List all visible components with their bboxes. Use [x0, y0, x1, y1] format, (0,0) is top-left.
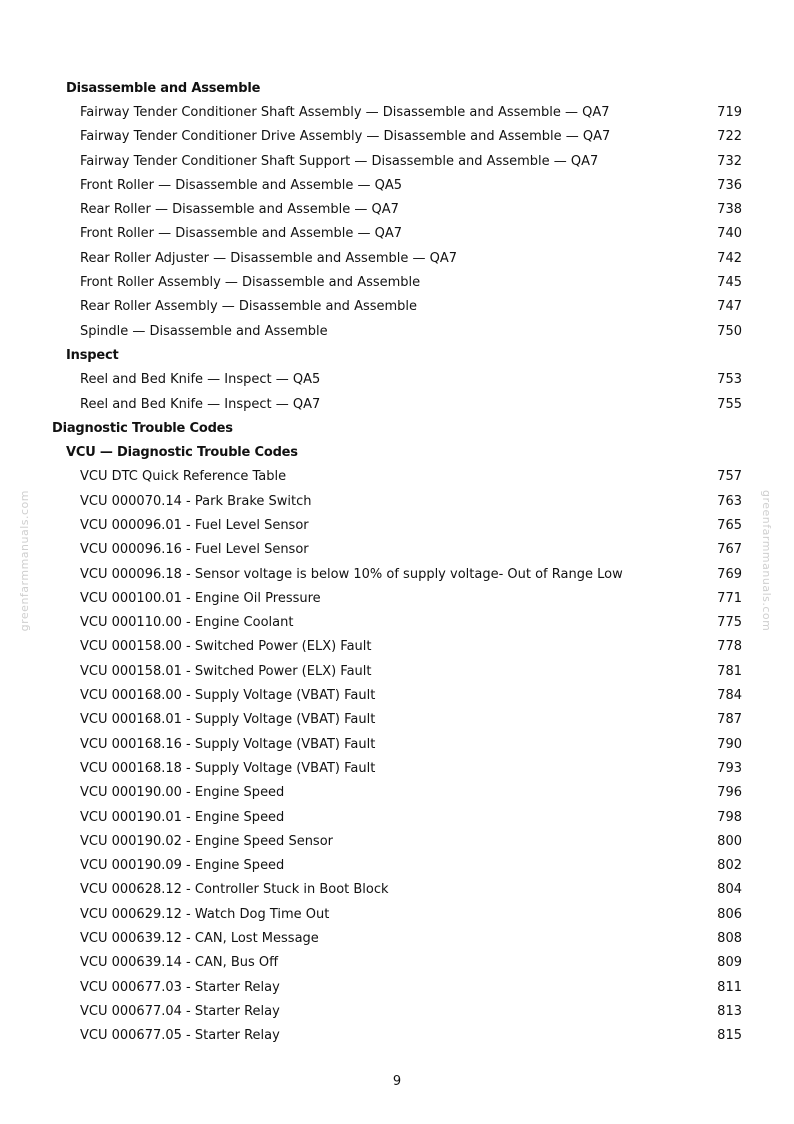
toc-entry-page: 765 [717, 517, 742, 533]
toc-entry-title: Rear Roller Adjuster — Disassemble and Assemble — QA7 [80, 250, 458, 266]
toc-entry-page: 808 [717, 931, 742, 947]
toc-entry-page: 736 [717, 177, 742, 193]
toc-entry-page: 767 [717, 542, 742, 558]
toc-entry-page: 750 [717, 323, 742, 339]
toc-entry-title: Front Roller — Disassemble and Assemble — QA7 [80, 226, 403, 242]
toc-entry-title: VCU 000190.01 - Engine Speed [80, 809, 285, 825]
toc-entry-title: VCU 000070.14 - Park Brake Switch [80, 493, 312, 509]
toc-entry-page: 769 [717, 566, 742, 582]
toc-entry-title: VCU 000168.16 - Supply Voltage (VBAT) Fault [80, 736, 376, 752]
toc-entry[interactable] [0, 732, 794, 756]
toc-entry[interactable] [0, 173, 794, 197]
toc-entry-title: Rear Roller — Disassemble and Assemble — QA7 [80, 202, 399, 218]
toc-entry-title: VCU 000639.12 - CAN, Lost Message [80, 931, 319, 947]
toc-entry-page: 778 [717, 639, 742, 655]
toc-entry-title: Rear Roller Assembly — Disassemble and Assemble [80, 299, 418, 315]
toc-entry-page: 738 [717, 202, 742, 218]
toc-entry-title: Front Roller Assembly — Disassemble and Assemble [80, 275, 421, 291]
toc-entry[interactable] [0, 756, 794, 780]
watermark-left: greenfarmmanuals.com [18, 490, 31, 632]
toc-entry-page: 755 [717, 396, 742, 412]
toc-entry-title: Disassemble and Assemble [66, 80, 261, 96]
toc-entry-title: Diagnostic Trouble Codes [52, 420, 233, 436]
toc-entry-page: 781 [717, 663, 742, 679]
toc-entry[interactable] [0, 489, 794, 513]
toc-entry-page: 800 [717, 833, 742, 849]
toc-entry[interactable] [0, 100, 794, 124]
toc-entry[interactable] [0, 125, 794, 149]
toc-entry[interactable] [0, 659, 794, 683]
toc-entry-page: 815 [717, 1028, 742, 1044]
toc-entry[interactable] [0, 975, 794, 999]
toc-entry-title: VCU 000190.09 - Engine Speed [80, 858, 285, 874]
toc-entry[interactable] [0, 951, 794, 975]
toc-entry-page: 804 [717, 882, 742, 898]
toc-entry-page: 811 [717, 979, 742, 995]
toc-entry-page: 813 [717, 1003, 742, 1019]
toc-entry-title: VCU 000158.00 - Switched Power (ELX) Fault [80, 639, 372, 655]
toc-entry[interactable] [0, 319, 794, 343]
toc-entry-page: 722 [717, 129, 742, 145]
toc-entry-title: VCU 000677.05 - Starter Relay [80, 1028, 280, 1044]
toc-entry[interactable] [0, 222, 794, 246]
toc-entry-page: 806 [717, 906, 742, 922]
toc-entry-page: 742 [717, 250, 742, 266]
toc-heading [0, 440, 794, 464]
toc-entry-title: VCU 000110.00 - Engine Coolant [80, 615, 294, 631]
toc-entry[interactable] [0, 781, 794, 805]
toc-heading [0, 76, 794, 100]
toc-entry-title: VCU DTC Quick Reference Table [80, 469, 287, 485]
toc-entry-page: 745 [717, 275, 742, 291]
toc-entry[interactable] [0, 1024, 794, 1048]
toc-entry-page: 740 [717, 226, 742, 242]
toc-entry-title: VCU 000096.16 - Fuel Level Sensor [80, 542, 309, 558]
toc-entry-title: VCU 000677.03 - Starter Relay [80, 979, 280, 995]
toc-entry[interactable] [0, 683, 794, 707]
toc-entry[interactable] [0, 926, 794, 950]
toc-entry-title: VCU 000629.12 - Watch Dog Time Out [80, 906, 330, 922]
page-number: 9 [392, 1074, 402, 1089]
toc-entry-page: 775 [717, 615, 742, 631]
toc-entry[interactable] [0, 611, 794, 635]
toc-entry-title: VCU 000639.14 - CAN, Bus Off [80, 955, 279, 971]
table-of-contents [0, 76, 794, 1048]
toc-entry[interactable] [0, 805, 794, 829]
toc-entry-title: Fairway Tender Conditioner Shaft Support — Disassemble and Assemble — QA7 [80, 153, 599, 169]
toc-entry-title: VCU 000096.18 - Sensor voltage is below 10% of supply voltage- Out of Range Low [80, 566, 623, 582]
toc-entry-title: VCU 000190.02 - Engine Speed Sensor [80, 833, 334, 849]
toc-entry-title: Spindle — Disassemble and Assemble [80, 323, 328, 339]
toc-entry[interactable] [0, 246, 794, 270]
toc-entry-title: VCU — Diagnostic Trouble Codes [66, 445, 298, 461]
toc-entry[interactable] [0, 465, 794, 489]
toc-entry-page: 753 [717, 372, 742, 388]
toc-entry-page: 757 [717, 469, 742, 485]
toc-entry-title: VCU 000168.01 - Supply Voltage (VBAT) Fault [80, 712, 376, 728]
toc-entry-page: 787 [717, 712, 742, 728]
toc-entry[interactable] [0, 562, 794, 586]
toc-entry[interactable] [0, 878, 794, 902]
toc-entry-title: VCU 000628.12 - Controller Stuck in Boot Block [80, 882, 389, 898]
toc-entry-page: 802 [717, 858, 742, 874]
toc-entry-title: Front Roller — Disassemble and Assemble — QA5 [80, 177, 403, 193]
toc-entry[interactable] [0, 270, 794, 294]
toc-entry-title: Reel and Bed Knife — Inspect — QA5 [80, 372, 321, 388]
toc-entry[interactable] [0, 999, 794, 1023]
toc-entry-title: VCU 000677.04 - Starter Relay [80, 1003, 280, 1019]
toc-entry-title: VCU 000100.01 - Engine Oil Pressure [80, 590, 321, 606]
toc-entry-title: VCU 000168.18 - Supply Voltage (VBAT) Fault [80, 760, 376, 776]
toc-entry[interactable] [0, 854, 794, 878]
toc-entry[interactable] [0, 586, 794, 610]
toc-entry-title: Fairway Tender Conditioner Drive Assembly — Disassemble and Assemble — QA7 [80, 129, 611, 145]
toc-entry[interactable] [0, 708, 794, 732]
toc-entry-title: Reel and Bed Knife — Inspect — QA7 [80, 396, 321, 412]
toc-entry-title: VCU 000190.00 - Engine Speed [80, 785, 285, 801]
toc-entry-page: 784 [717, 688, 742, 704]
toc-entry[interactable] [0, 197, 794, 221]
toc-entry[interactable] [0, 538, 794, 562]
toc-entry-page: 809 [717, 955, 742, 971]
toc-entry-page: 798 [717, 809, 742, 825]
toc-entry[interactable] [0, 295, 794, 319]
toc-entry[interactable] [0, 902, 794, 926]
toc-entry[interactable] [0, 368, 794, 392]
toc-entry[interactable] [0, 635, 794, 659]
toc-entry-page: 719 [717, 104, 742, 120]
toc-entry-page: 790 [717, 736, 742, 752]
toc-entry-page: 747 [717, 299, 742, 315]
toc-entry-title: VCU 000096.01 - Fuel Level Sensor [80, 517, 309, 533]
watermark-right: greenfarmmanuals.com [760, 490, 773, 632]
toc-entry-page: 793 [717, 760, 742, 776]
toc-entry[interactable] [0, 149, 794, 173]
toc-entry-title: VCU 000158.01 - Switched Power (ELX) Fault [80, 663, 372, 679]
toc-entry-page: 771 [717, 590, 742, 606]
toc-heading [0, 343, 794, 367]
toc-entry[interactable] [0, 392, 794, 416]
toc-entry-title: Inspect [66, 347, 119, 363]
toc-entry-page: 796 [717, 785, 742, 801]
toc-entry[interactable] [0, 513, 794, 537]
toc-heading [0, 416, 794, 440]
toc-entry-title: VCU 000168.00 - Supply Voltage (VBAT) Fault [80, 688, 376, 704]
toc-entry-title: Fairway Tender Conditioner Shaft Assembly — Disassemble and Assemble — QA7 [80, 104, 610, 120]
toc-entry-page: 732 [717, 153, 742, 169]
toc-entry[interactable] [0, 829, 794, 853]
toc-entry-page: 763 [717, 493, 742, 509]
